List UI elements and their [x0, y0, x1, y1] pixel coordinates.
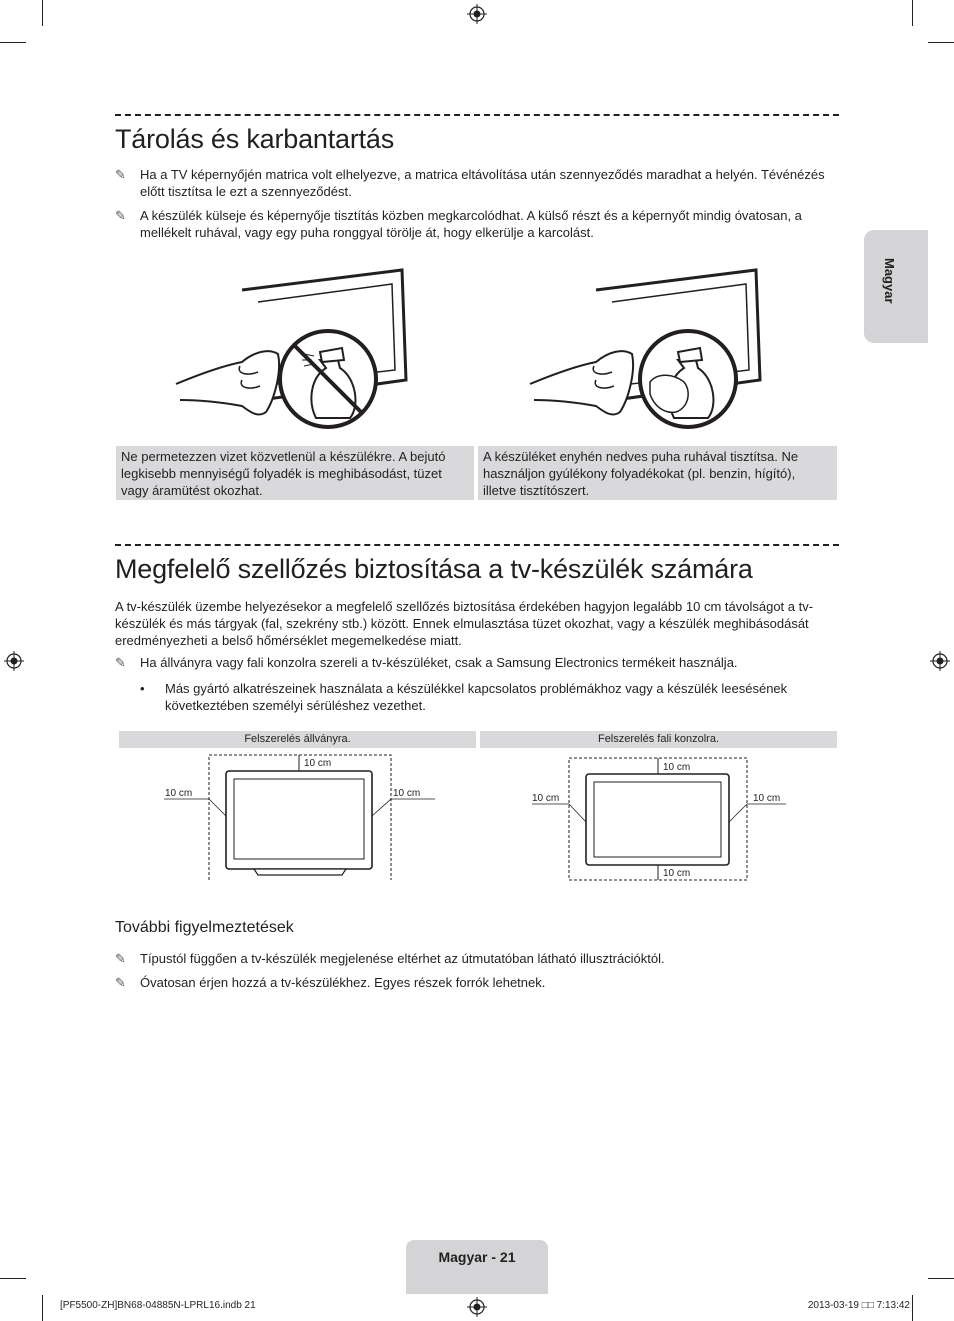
pencil-note-icon: ✎ — [115, 167, 126, 182]
crop-mark — [42, 1295, 43, 1321]
caption-do-not-spray: Ne permetezzen vizet közvetlenül a készülékre. A bejutó legkisebb mennyiségű folyadék is meghibásodást, tüzet vagy áramütést okozhat. — [116, 446, 474, 500]
pencil-note-icon: ✎ — [115, 951, 126, 966]
note-item — [115, 207, 839, 241]
crop-mark — [912, 1295, 913, 1321]
note-item — [115, 974, 839, 991]
note-text: Ha a TV képernyőjén matrica volt elhelyezve, a matrica eltávolítása után szennyeződés maradhat a helyén. Tévénézés előtt tisztítsa le ezt a szennyeződést. — [140, 167, 825, 199]
page-number-tab — [406, 1240, 548, 1294]
bullet-text: Más gyártó alkatrészeinek használata a készülékkel kapcsolatos problémákhoz vagy a készülék leesésének következtében személyi sérüléshez vezethet. — [165, 681, 788, 713]
diagram-header-wall: Felszerelés fali konzolra. — [480, 731, 837, 748]
section-title-ventilation: Megfelelő szellőzés biztosítása a tv-készülék számára — [115, 554, 753, 584]
footer-file-info: [PF5500-ZH]BN68-04885N-LPRL16.indb 21 — [60, 1300, 256, 1311]
language-side-tab-label: Magyar — [882, 258, 897, 304]
note-text: Ha állványra vagy fali konzolra szereli a tv-készüléket, csak a Samsung Electronics termékeit használja. — [140, 655, 738, 670]
diagram-stand-clearance — [150, 752, 450, 884]
registration-mark-icon — [4, 651, 24, 671]
crop-mark — [928, 1278, 954, 1279]
illustration-cloth-cleaning — [524, 262, 774, 437]
ventilation-paragraph: A tv-készülék üzembe helyezésekor a megfelelő szellőzés biztosítása érdekében hagyjon legalább 10 cm távolságot a tv-készülék és más tárgyak (fal, szekrény stb.) között. Ennek elmulasztása tüzet okozhat, vagy a készülék meghibásodását eredményezheti a belső hőmérséklet megemelkedése miatt. — [115, 599, 814, 648]
clearance-label-top: 10 cm — [304, 758, 332, 769]
clearance-label-bottom: 10 cm — [663, 868, 691, 879]
illustration-no-spray — [170, 262, 420, 437]
language-side-tab — [864, 230, 928, 343]
bullet-icon: • — [140, 681, 145, 696]
note-item — [115, 654, 839, 671]
page-number-label: Magyar - 21 — [438, 1249, 516, 1265]
clearance-label-left: 10 cm — [532, 793, 560, 804]
registration-mark-icon — [467, 1297, 487, 1317]
section-title-storage: Tárolás és karbantartás — [115, 124, 395, 154]
crop-mark — [928, 42, 954, 43]
pencil-note-icon: ✎ — [115, 975, 126, 990]
section-divider — [115, 114, 839, 116]
crop-mark — [912, 0, 913, 26]
note-item — [115, 950, 839, 967]
section-title-warnings: További figyelmeztetések — [115, 919, 294, 936]
caption-use-soft-cloth: A készüléket enyhén nedves puha ruhával tisztítsa. Ne használjon gyúlékony folyadékokat (pl. benzin, hígító), illetve tisztítószert. — [478, 446, 837, 500]
section-divider — [115, 544, 839, 546]
registration-mark-icon — [930, 651, 950, 671]
clearance-label-right: 10 cm — [393, 788, 421, 799]
crop-mark — [42, 0, 43, 26]
footer-timestamp: 2013-03-19 □□ 7:13:42 — [807, 1300, 910, 1311]
note-text: Óvatosan érjen hozzá a tv-készülékhez. Egyes részek forrók lehetnek. — [140, 975, 546, 990]
crop-mark — [0, 42, 26, 43]
note-text: A készülék külseje és képernyője tisztítás közben megkarcolódhat. A külső részt és a képernyőt mindig óvatosan, a mellékelt ruhával, vagy egy puha ronggyal törölje át, hogy elkerülje a karcolást. — [140, 208, 802, 240]
diagram-header-stand: Felszerelés állványra. — [119, 731, 476, 748]
pencil-note-icon: ✎ — [115, 655, 126, 670]
clearance-label-right: 10 cm — [753, 793, 781, 804]
bullet-item — [140, 680, 839, 714]
registration-mark-icon — [467, 4, 487, 24]
diagram-wall-clearance — [520, 752, 820, 884]
crop-mark — [0, 1278, 26, 1279]
pencil-note-icon: ✎ — [115, 208, 126, 223]
note-text: Típustól függően a tv-készülék megjelenése eltérhet az útmutatóban látható illusztrációktól. — [140, 951, 665, 966]
clearance-label-top: 10 cm — [663, 762, 691, 773]
clearance-label-left: 10 cm — [165, 788, 193, 799]
note-item — [115, 166, 839, 200]
